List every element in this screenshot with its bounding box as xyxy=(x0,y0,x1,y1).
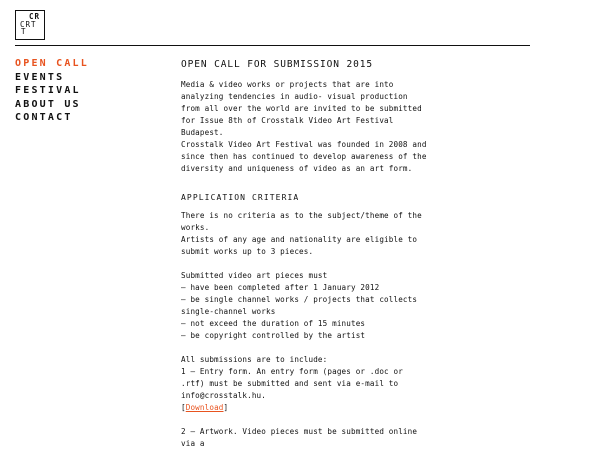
requirement-item: – have been completed after 1 January 2012 xyxy=(181,283,380,292)
criteria-text-1: There is no criteria as to the subject/theme of the works. xyxy=(181,211,422,232)
requirements-intro: Submitted video art pieces must xyxy=(181,271,328,280)
nav-item-events[interactable]: EVENTS xyxy=(15,71,65,83)
nav-item-open-call[interactable]: OPEN CALL xyxy=(15,58,89,69)
criteria-heading: APPLICATION CRITERIA xyxy=(181,193,300,202)
main-nav xyxy=(15,57,89,125)
criteria-text-2: Artists of any age and nationality are eligible to submit works up to 3 pieces. xyxy=(181,235,418,256)
download-bracket-open: [ xyxy=(181,403,186,412)
nav-item-contact[interactable]: CONTACT xyxy=(15,112,73,123)
download-bracket-close: ] xyxy=(223,403,229,412)
requirement-item: – not exceed the duration of 15 minutes xyxy=(181,319,366,328)
header-divider xyxy=(15,45,530,46)
logo-line-2: CRT xyxy=(20,19,37,29)
requirement-item: – be copyright controlled by the artist xyxy=(181,331,366,340)
submission-item-artwork: 2 – Artwork. Video pieces must be submitted online via a xyxy=(181,427,418,448)
logo-line-3: T xyxy=(21,27,27,36)
submission-item-entry-form: 1 – Entry form. An entry form (pages or .doc or .rtf) must be submitted and sent via e-mail to info@crosstalk.hu. xyxy=(181,367,403,400)
intro-paragraph-2: Crosstalk Video Art Festival was founded in 2008 and since then has continued to develop awareness of the diversity and uniqueness of video as an art form. xyxy=(181,140,427,173)
crosstalk-logo[interactable] xyxy=(15,10,45,40)
intro-paragraph-1: Media & video works or projects that are into analyzing tendencies in audio- visual production from all over the world are invited to be submitted for Issue 8th of Crosstalk Video Art Festival Budapest. xyxy=(181,80,422,137)
submission-intro: All submissions are to include: xyxy=(181,355,328,364)
logo-line-1: CR xyxy=(29,12,41,21)
requirement-item: – be single channel works / projects that collects single-channel works xyxy=(181,295,418,316)
download-line xyxy=(181,402,431,414)
main-content xyxy=(181,59,431,450)
page-title: OPEN CALL FOR SUBMISSION 2015 xyxy=(181,59,373,70)
nav-item-festival[interactable]: FESTIVAL xyxy=(15,85,81,96)
download-link[interactable]: Download xyxy=(185,403,224,412)
nav-item-about-us[interactable]: ABOUT US xyxy=(15,98,81,110)
